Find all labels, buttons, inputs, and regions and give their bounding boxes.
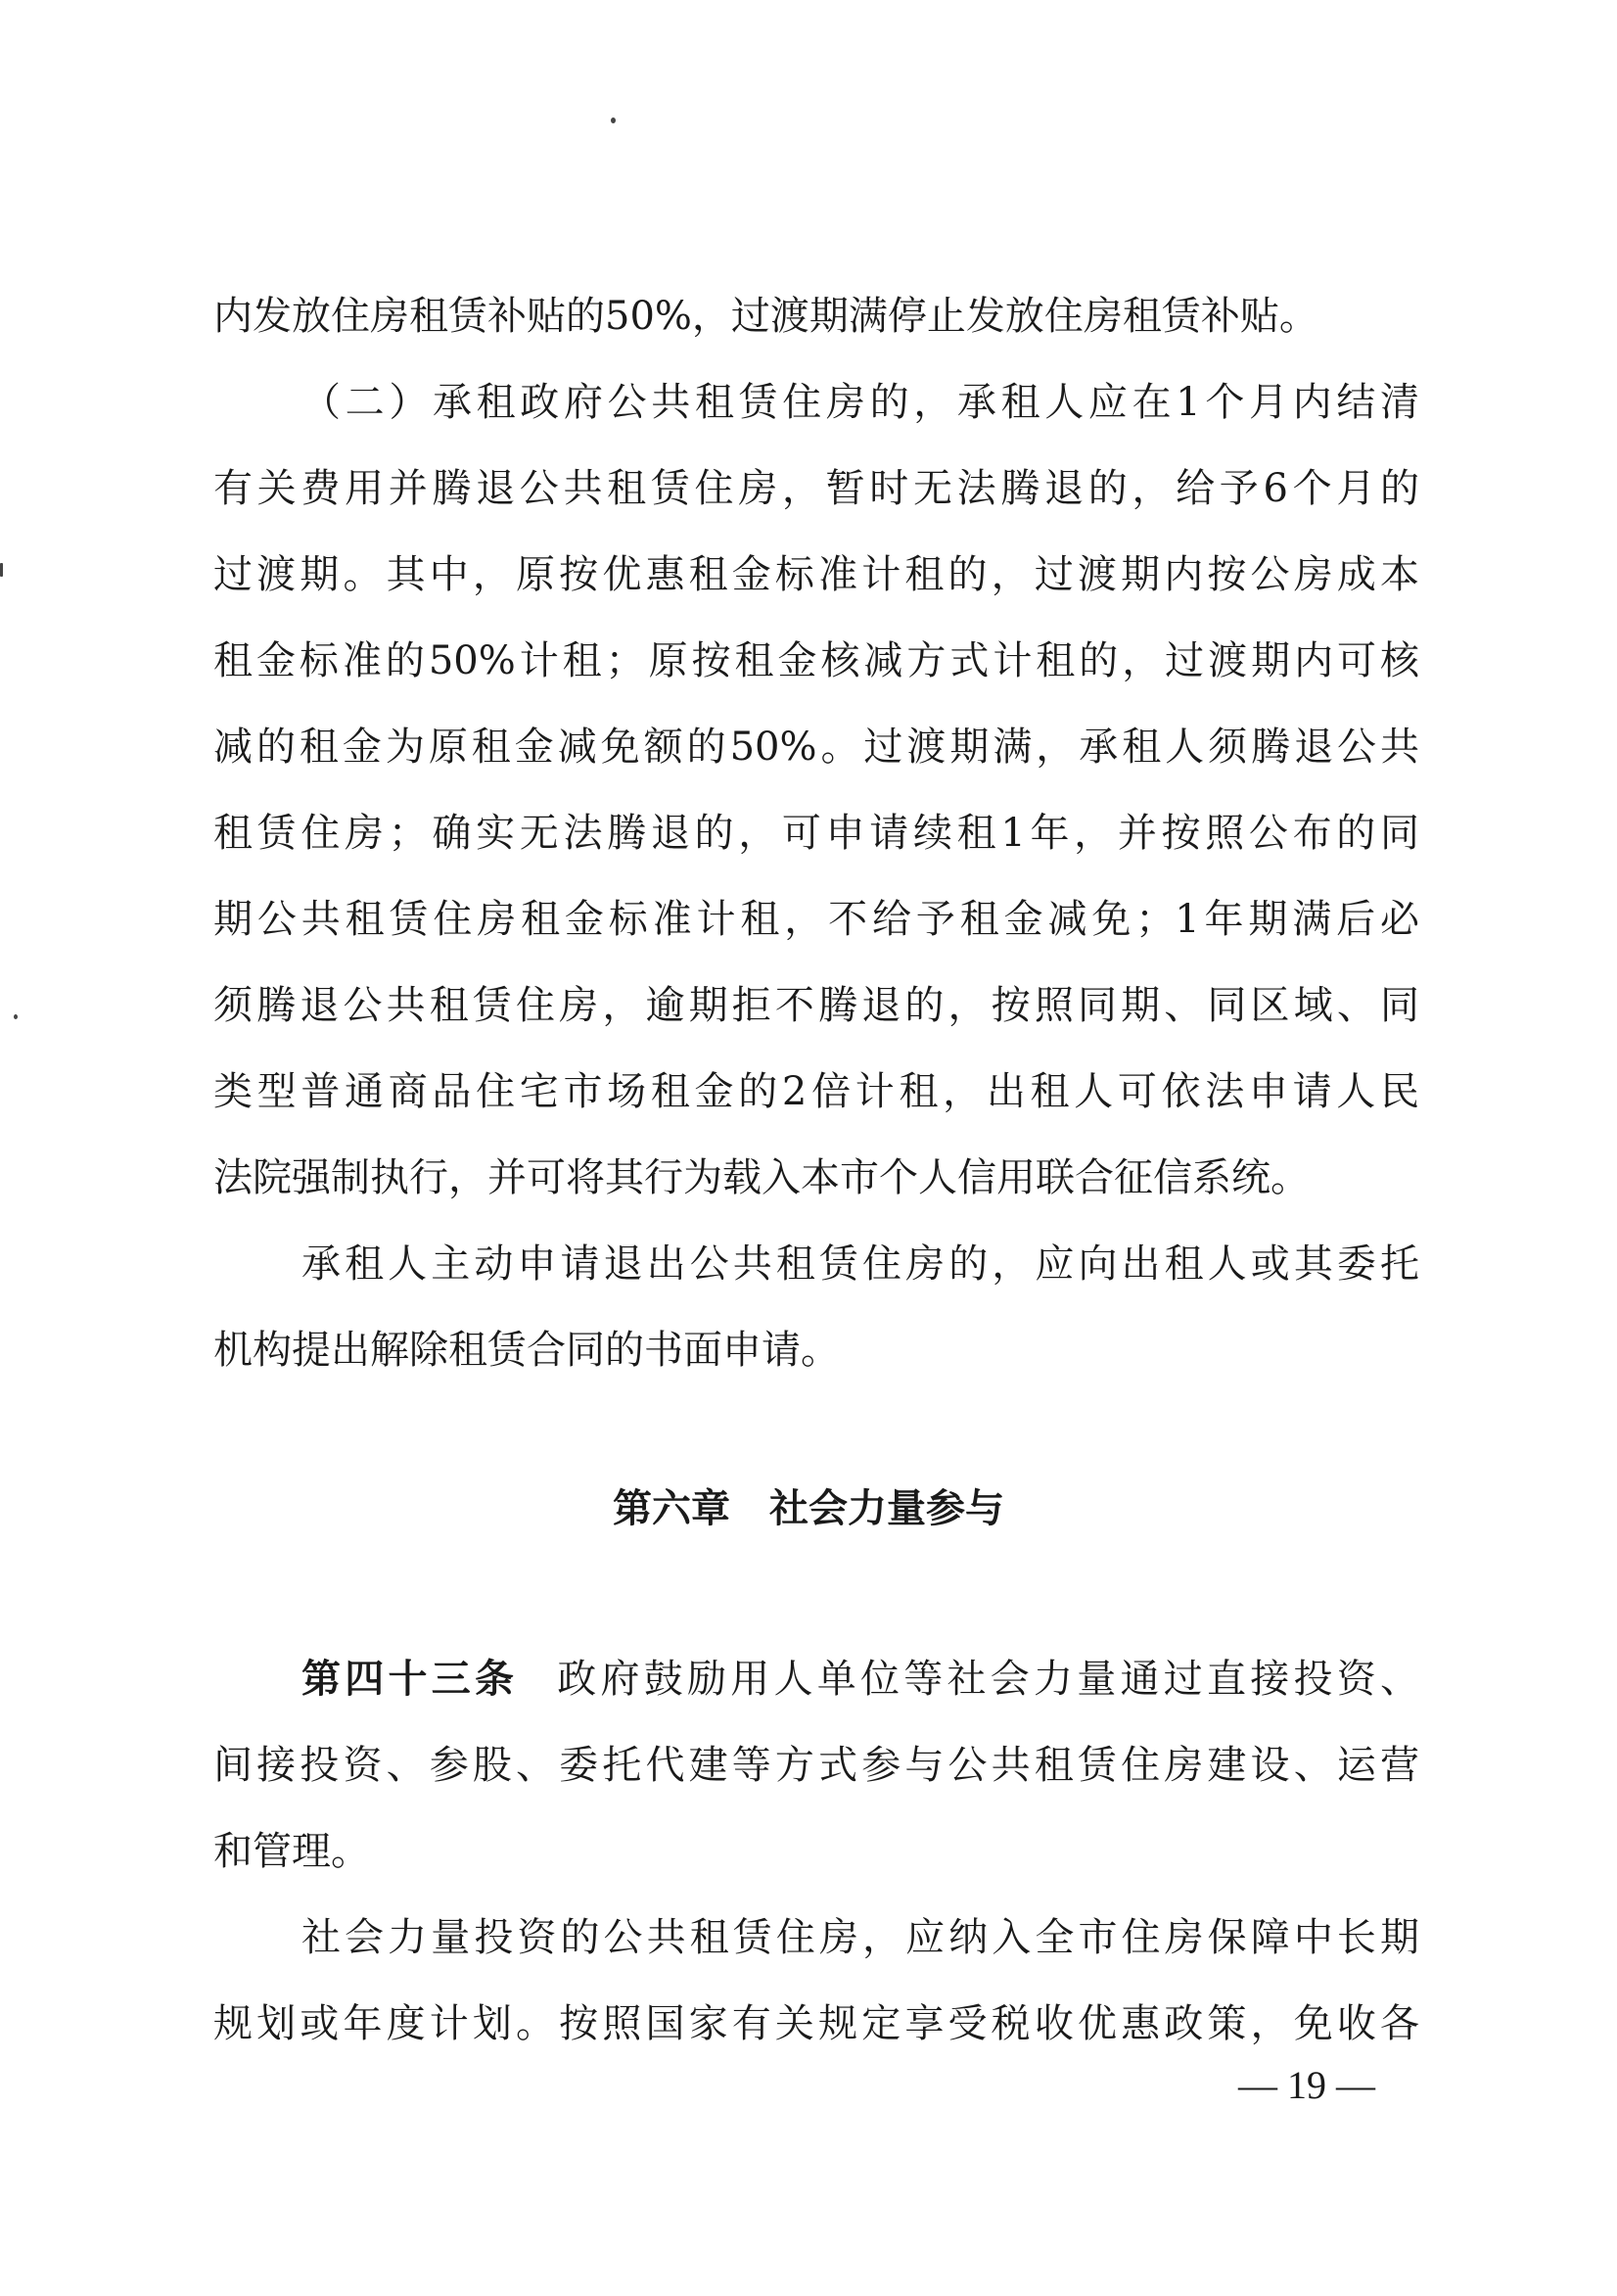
- article-number: 第四十三条: [301, 1657, 519, 1702]
- body-line-9: 须腾退公共租赁住房，逾期拒不腾退的，按照同期、同区域、同: [213, 983, 1419, 1028]
- body-line-11: 法院强制执行，并可将其行为载入本市个人信用联合征信系统。: [213, 1155, 1310, 1200]
- body-line-6: 减的租金为原租金减免额的50%。过渡期满，承租人须腾退公共: [213, 725, 1419, 770]
- article-43-line-1-text: 政府鼓励用人单位等社会力量通过直接投资、: [557, 1657, 1419, 1702]
- page-number: — 19 —: [1238, 2063, 1375, 2107]
- body-line-13: 机构提出解除租赁合同的书面申请。: [213, 1328, 840, 1373]
- scan-speck: [0, 563, 3, 577]
- body-line-8: 期公共租赁住房租金标准计租，不给予租金减免；1年期满后必: [213, 897, 1419, 942]
- body-line-3: 有关费用并腾退公共租赁住房，暂时无法腾退的，给予6个月的: [213, 466, 1419, 511]
- article-43-line-1: [301, 1652, 1419, 1707]
- body-line-12: 承租人主动申请退出公共租赁住房的，应向出租人或其委托: [301, 1242, 1419, 1287]
- scan-speck: [14, 1014, 18, 1019]
- body-line-10: 类型普通商品住宅市场租金的2倍计租，出租人可依法申请人民: [213, 1069, 1419, 1114]
- body-line-5: 租金标准的50%计租；原按租金核减方式计租的，过渡期内可核: [213, 638, 1419, 683]
- body-line-2: （二）承租政府公共租赁住房的，承租人应在1个月内结清: [301, 380, 1419, 425]
- article-43-line-4: 社会力量投资的公共租赁住房，应纳入全市住房保障中长期: [301, 1915, 1419, 1960]
- chapter-heading: 第六章 社会力量参与: [613, 1486, 1004, 1531]
- body-line-1: 内发放住房租赁补贴的50%，过渡期满停止发放住房租赁补贴。: [213, 294, 1318, 339]
- body-line-7: 租赁住房；确实无法腾退的，可申请续租1年，并按照公布的同: [213, 811, 1419, 856]
- scan-speck: [611, 117, 616, 123]
- body-line-4: 过渡期。其中，原按优惠租金标准计租的，过渡期内按公房成本: [213, 552, 1419, 597]
- article-43-line-3: 和管理。: [213, 1829, 370, 1874]
- article-43-line-2: 间接投资、参股、委托代建等方式参与公共租赁住房建设、运营: [213, 1743, 1419, 1788]
- article-43-line-5: 规划或年度计划。按照国家有关规定享受税收优惠政策，免收各: [213, 2001, 1419, 2046]
